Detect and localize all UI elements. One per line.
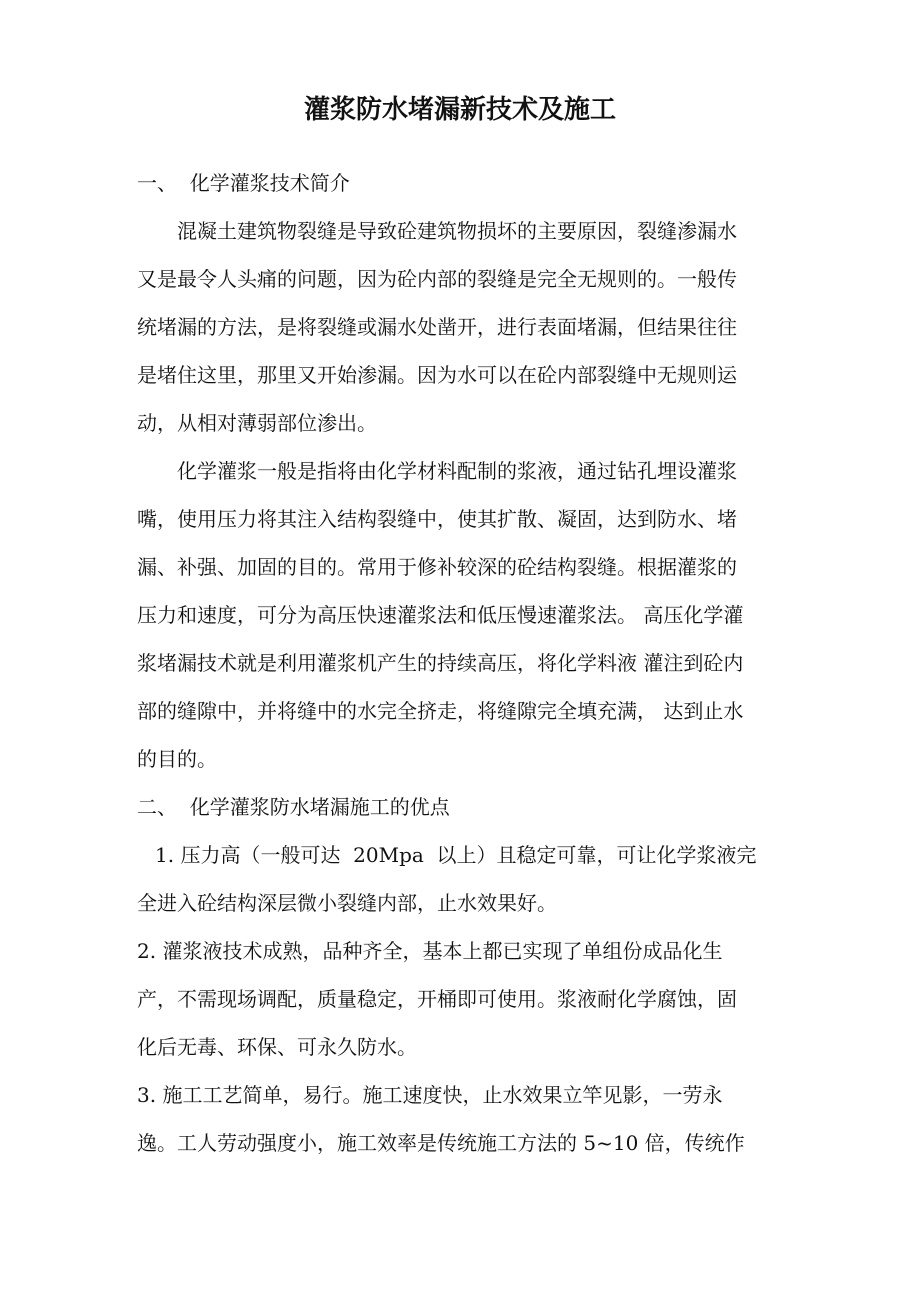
list-item-line: 逸。工人劳动强度小，施工效率是传统施工方法的 5~10 倍，传统作 — [137, 1131, 745, 1155]
paragraph-line: 漏、补强、加固的目的。常用于修补较深的砼结构裂缝。根据灌浆的 — [137, 555, 737, 579]
paragraph-line: 化学灌浆一般是指将由化学材料配制的浆液，通过钻孔埋设灌浆 — [177, 459, 737, 483]
list-item-line: 1. 压力高（一般可达 20Mpa 以上）且稳定可靠，可让化学浆液完 — [155, 843, 757, 867]
list-item-line: 3. 施工工艺简单，易行。施工速度快，止水效果立竿见影，一劳永 — [137, 1083, 723, 1107]
list-item-line: 全进入砼结构深层微小裂缝内部，止水效果好。 — [137, 891, 557, 915]
paragraph-line: 是堵住这里，那里又开始渗漏。因为水可以在砼内部裂缝中无规则运 — [137, 363, 737, 387]
paragraph-line: 部的缝隙中，并将缝中的水完全挤走，将缝隙完全填充满， 达到止水 — [137, 699, 744, 723]
paragraph-line: 嘴，使用压力将其注入结构裂缝中，使其扩散、凝固，达到防水、堵 — [137, 507, 737, 531]
paragraph-line: 浆堵漏技术就是利用灌浆机产生的持续高压，将化学料液 灌注到砼内 — [137, 651, 744, 675]
list-item-line: 化后无毒、环保、可永久防水。 — [137, 1035, 417, 1059]
paragraph-line: 压力和速度，可分为高压快速灌浆法和低压慢速灌浆法。 高压化学灌 — [137, 603, 744, 627]
document-body — [137, 159, 817, 1167]
list-item-line: 2. 灌浆液技术成熟，品种齐全，基本上都已实现了单组份成品化生 — [137, 939, 723, 963]
section-heading: 二、 化学灌浆防水堵漏施工的优点 — [137, 795, 450, 819]
paragraph-line: 又是最令人头痛的问题，因为砼内部的裂缝是完全无规则的。一般传 — [137, 267, 737, 291]
paragraph-line: 混凝土建筑物裂缝是导致砼建筑物损坏的主要原因，裂缝渗漏水 — [177, 219, 737, 243]
section-heading: 一、 化学灌浆技术简介 — [137, 171, 350, 195]
paragraph-line: 动，从相对薄弱部位渗出。 — [137, 411, 377, 435]
list-item-line: 产，不需现场调配，质量稳定，开桶即可使用。浆液耐化学腐蚀，固 — [137, 987, 737, 1011]
paragraph-line: 的目的。 — [137, 747, 217, 771]
document-title: 灌浆防水堵漏新技术及施工 — [303, 95, 616, 125]
paragraph-line: 统堵漏的方法，是将裂缝或漏水处凿开，进行表面堵漏，但结果往往 — [137, 315, 737, 339]
